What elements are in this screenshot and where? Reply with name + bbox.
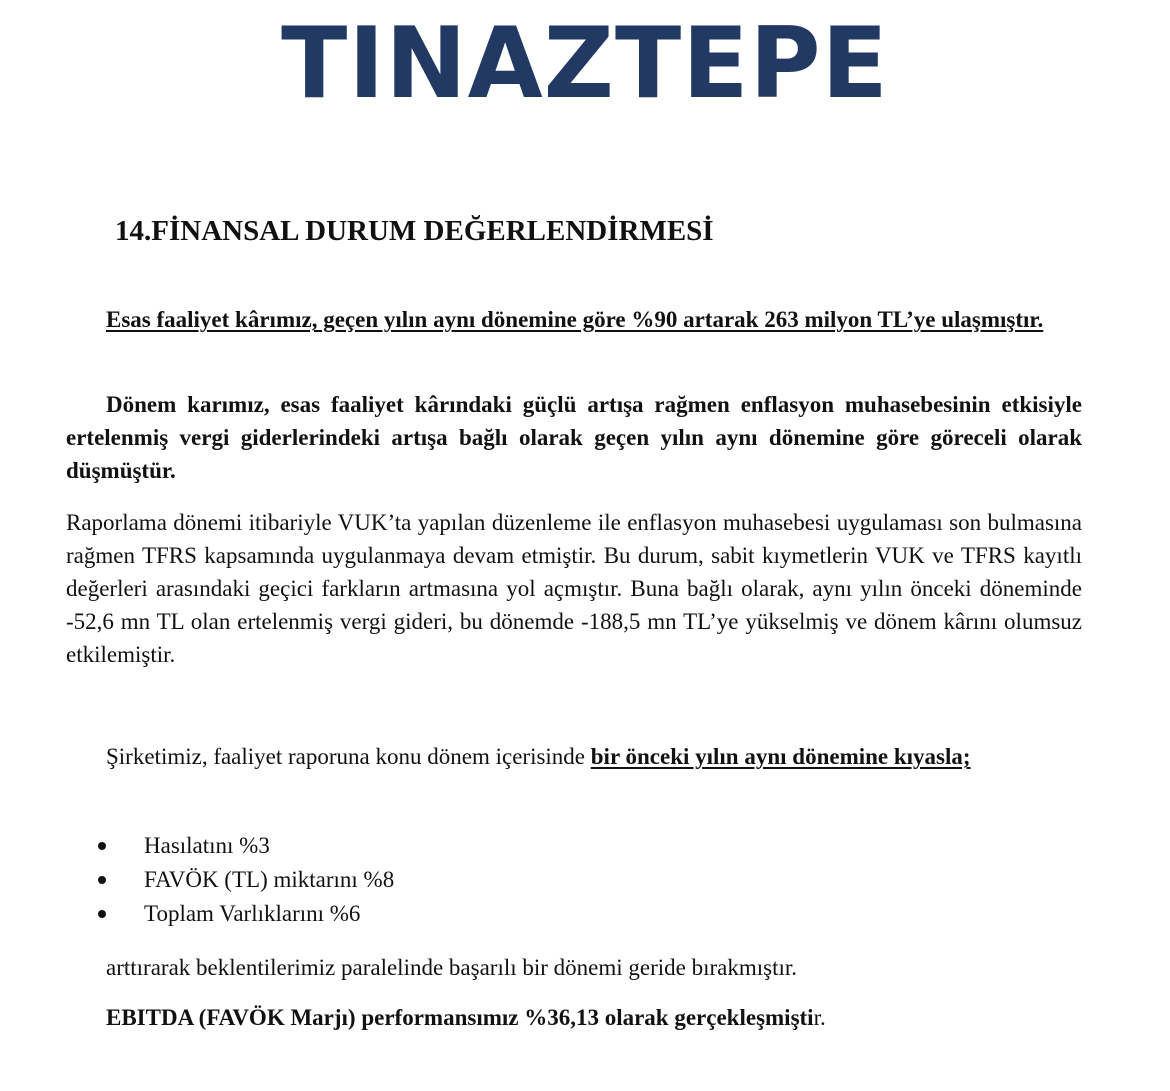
ebitda-paragraph <box>106 1001 826 1034</box>
section-heading: 14.FİNANSAL DURUM DEĞERLENDİRMESİ <box>115 215 714 247</box>
operating-profit-paragraph: Esas faaliyet kârımız, geçen yılın aynı dönemine göre %90 artarak 263 milyon TL’ye ulaşmıştır. <box>106 307 1044 332</box>
inflation-accounting-paragraph: Raporlama dönemi itibariyle VUK’ta yapılan düzenleme ile enflasyon muhasebesi uygulaması son bulmasına rağmen TFRS kapsamında uygulanmaya devam etmiştir. Bu durum, sabit kıymetlerin VUK ve TFRS kayıtlı değerleri arasındaki geçici farkların artmasına yol açmıştır. Buna bağlı olarak, aynı yılın önceki döneminde -52,6 mn TL olan ertelenmiş vergi gideri, bu dönemde -188,5 mn TL’ye yükselmiş ve dönem kârını olumsuz etkilemiştir. <box>66 510 1082 667</box>
comparison-intro-emphasis: bir önceki yılın aynı dönemine kıyasla; <box>590 744 971 769</box>
comparison-intro-text: Şirketimiz, faaliyet raporuna konu dönem içerisinde <box>106 744 591 769</box>
list-item: Toplam Varlıklarını %6 <box>96 897 394 931</box>
growth-bullet-list <box>96 829 394 931</box>
comparison-intro-paragraph <box>66 740 1082 773</box>
conclusion-paragraph: arttırarak beklentilerimiz paralelinde başarılı bir dönemi geride bırakmıştır. <box>106 955 798 980</box>
list-item: Hasılatını %3 <box>96 829 394 863</box>
ebitda-text-tail: r. <box>813 1005 826 1030</box>
company-logo: TINAZTEPE <box>281 7 889 121</box>
ebitda-text: EBITDA (FAVÖK Marjı) performansımız %36,13 olarak gerçekleşmişti <box>106 1005 814 1030</box>
list-item: FAVÖK (TL) miktarını %8 <box>96 863 394 897</box>
net-profit-paragraph: Dönem karımız, esas faaliyet kârındaki güçlü artışa rağmen enflasyon muhasebesinin etkisiyle ertelenmiş vergi giderlerindeki artışa bağlı olarak geçen yılın aynı dönemine göre göreceli olarak düşmüştür. <box>66 392 1082 483</box>
